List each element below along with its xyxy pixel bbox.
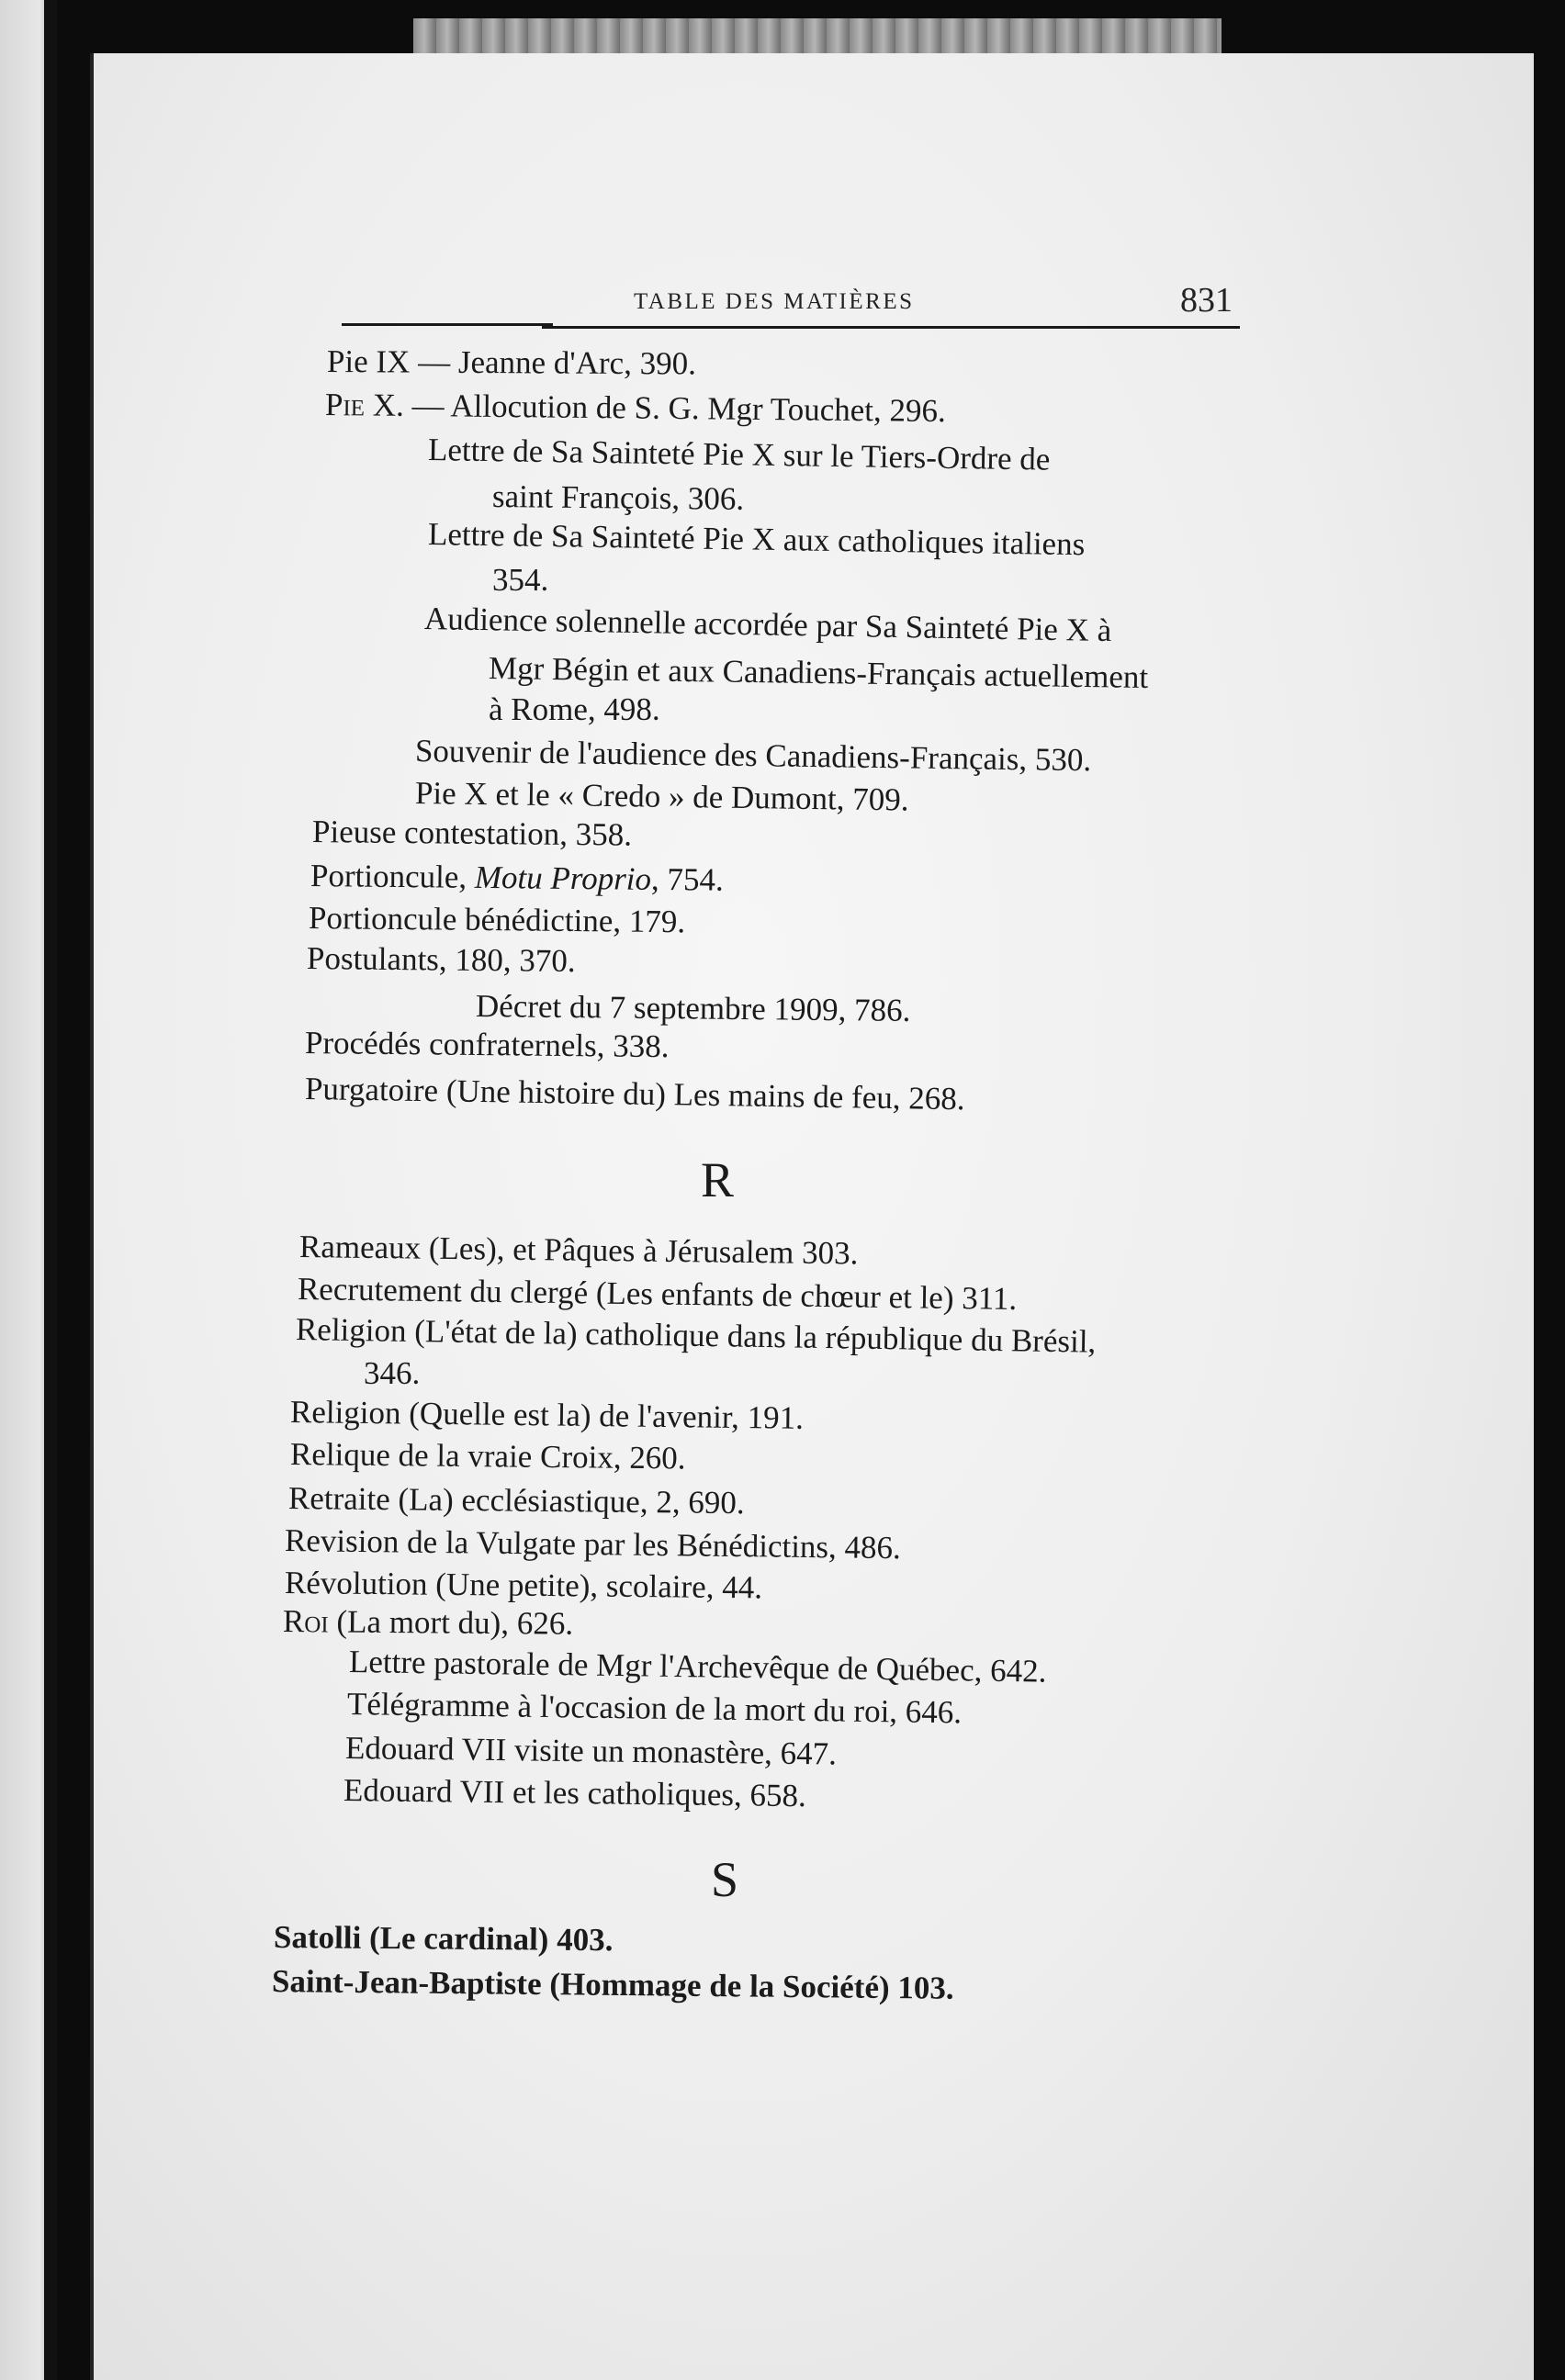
entry-head: Roi (282, 1603, 329, 1640)
index-entry: Procédés confraternels, 338. (304, 1025, 670, 1065)
index-entry: Pie X et le « Credo » de Dumont, 709. (414, 775, 909, 818)
index-entry-continuation: 346. (364, 1355, 421, 1391)
index-entry: Recrutement du clergé (Les enfants de chœur et le) 311. (297, 1271, 1018, 1317)
index-entry-subentry: Edouard VII et les catholiques, 658. (343, 1772, 807, 1814)
running-title: TABLE DES MATIÈRES (634, 289, 915, 314)
index-entry: Révolution (Une petite), scolaire, 44. (284, 1565, 763, 1606)
index-entry: Religion (L'état de la) catholique dans la république du Brésil, (295, 1311, 1097, 1360)
index-entry: Religion (Quelle est la) de l'avenir, 191. (289, 1394, 805, 1436)
running-header (542, 280, 1240, 329)
index-entry-subentry: Télégramme à l'occasion de la mort du roi, 646. (346, 1686, 963, 1731)
index-entry-subentry: Edouard VII visite un monastère, 647. (344, 1730, 838, 1772)
index-entry: Saint-Jean-Baptiste (Hommage de la Société) 103. (271, 1963, 954, 2006)
page-number: 831 (1180, 281, 1233, 320)
index-entry: Pie IX — Jeanne d'Arc, 390. (326, 343, 697, 382)
section-letter-r: R (701, 1152, 735, 1207)
adjacent-page-edge (0, 0, 57, 2380)
index-entry-continuation: saint François, 306. (491, 478, 745, 517)
index-entry: Revision de la Vulgate par les Bénédictins, 486. (284, 1522, 902, 1566)
index-entry-continuation: à Rome, 498. (489, 691, 660, 727)
index-entry: Postulants, 180, 370. (306, 940, 576, 980)
index-entry: Pie X. — Allocution de S. G. Mgr Touchet, 296. (324, 387, 946, 430)
index-entry: Roi (La mort du), 626. (282, 1603, 574, 1642)
index-entry: Relique de la vraie Croix, 260. (289, 1436, 686, 1476)
index-entry: Souvenir de l'audience des Canadiens-Français, 530. (414, 733, 1092, 779)
section-letter-s: S (711, 1852, 739, 1907)
index-entry: Portioncule bénédictine, 179. (308, 900, 686, 940)
index-entry-continuation: Mgr Bégin et aux Canadiens-Français actuellement (488, 650, 1149, 696)
index-entry: Lettre de Sa Sainteté Pie X sur le Tiers-Ordre de (427, 432, 1051, 477)
index-entry: Portioncule, Motu Proprio, 754. (310, 858, 724, 898)
header-rule (342, 323, 553, 326)
entry-head: Pie X. (324, 387, 405, 423)
index-entry-subentry: Lettre pastorale de Mgr l'Archevêque de Québec, 642. (348, 1644, 1047, 1690)
index-entry: Retraite (La) ecclésiastique, 2, 690. (287, 1480, 745, 1521)
index-entry: Lettre de Sa Sainteté Pie X aux catholiques italiens (427, 516, 1086, 563)
index-entry: Satolli (Le cardinal) 403. (273, 1919, 614, 1959)
index-entry-continuation: 354. (492, 562, 549, 598)
index-entry: Rameaux (Les), et Pâques à Jérusalem 303. (298, 1229, 859, 1272)
index-entry-subentry: Décret du 7 septembre 1909, 786. (475, 988, 911, 1028)
index-entry: Purgatoire (Une histoire du) Les mains de feu, 268. (304, 1071, 965, 1117)
index-entry: Pieuse contestation, 358. (311, 814, 633, 853)
index-entry: Audience solennelle accordée par Sa Sainteté Pie X à (423, 601, 1112, 649)
